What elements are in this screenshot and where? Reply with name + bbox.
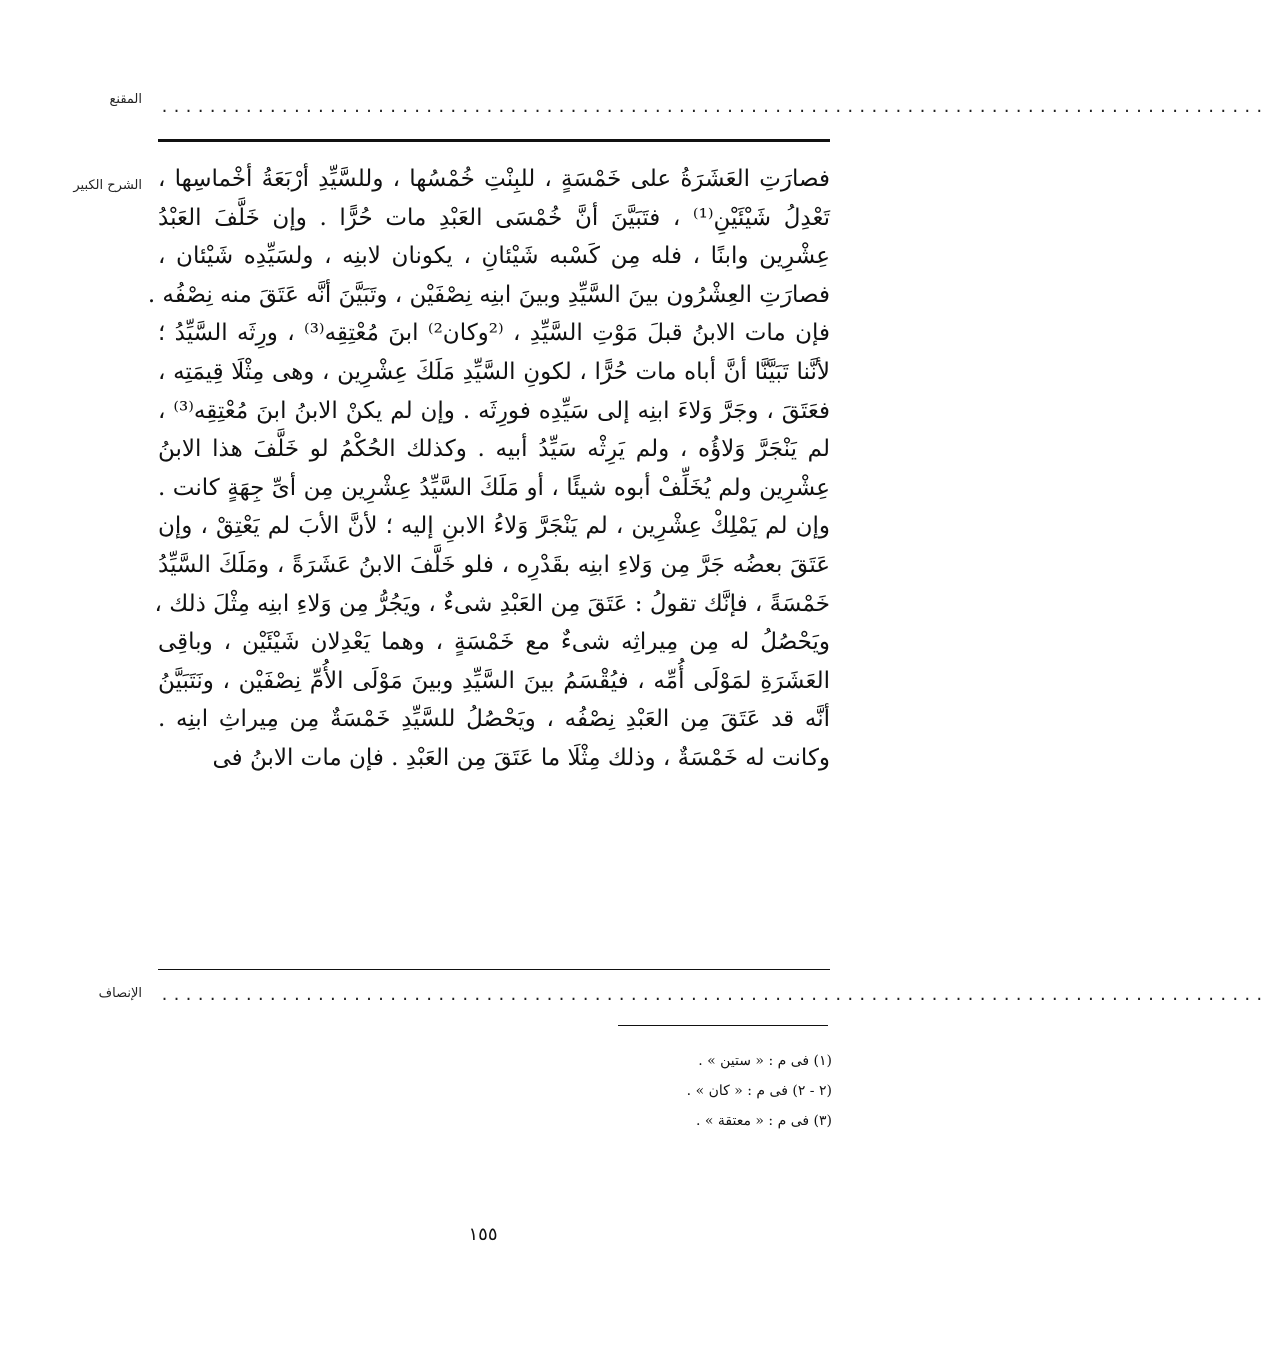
text-line-5: فإن مات الابنُ قبلَ مَوْتِ السَّيِّدِ ، ⁽²وكان²⁾ ابنَ مُعْتِقِه⁽³⁾ ، ورِثَه السَّيِّدُ ؛	[158, 320, 830, 347]
header-dotted-line: ............................................................................................	[160, 98, 1267, 116]
text-line-1: فصارَتِ العَشَرَةُ على خَمْسَةٍ ، للبِنْتِ خُمْسُها ، وللسَّيِّدِ أرْبَعَةُ أخْماسِها ،	[158, 166, 830, 192]
footnote-1: (١) فى م : « ستين » .	[698, 1053, 832, 1069]
text-line-7: فعَتَقَ ، وجَرَّ وَلاءَ ابنِه إلى سَيِّدِه فورِثَه . وإن لم يكنْ الابنُ ابنَ مُعْتِقِه⁽³⁾ ،	[158, 397, 830, 424]
text-line-16: وكانت له خَمْسَةٌ ، وذلك مِثْلَا ما عَتَقَ مِن العَبْدِ . فإن مات الابنُ فى	[212, 744, 830, 771]
insaf-dotted-line: ............................................................................................	[160, 986, 1267, 1004]
text-line-2: تَعْدِلُ شَيْئَيْنِ⁽¹⁾ ، فتَبَيَّنَ أنَّ خُمْسَى العَبْدِ مات حُرًّا . وإن خَلَّفَ العَبْدُ	[158, 204, 831, 231]
text-line-13: ويَحْصُلُ له مِن مِيراثِه شىءٌ مع خَمْسَةٍ ، وهما يَعْدِلان شَيْئَيْن ، وباقِى	[158, 629, 830, 656]
text-line-11: عَتَقَ بعضُه جَرَّ مِن وَلاءِ ابنِه بقَدْرِه ، فلو خَلَّفَ الابنُ عَشَرَةً ، ومَلَكَ السَّيِّدُ	[158, 551, 830, 578]
text-line-8: لم يَنْجَرَّ وَلاؤُه ، ولم يَرِثْه سَيِّدُ أبيه . وكذلك الحُكْمُ لو خَلَّفَ هذا الابنُ	[158, 436, 830, 463]
side-label-insaf: الإنصاف	[98, 986, 142, 1001]
text-line-10: وإن لم يَمْلِكْ عِشْرِين ، لم يَنْجَرَّ وَلاءُ الابنِ إليه ؛ لأنَّ الأبَ لم يَعْتِقْ ، وإن	[158, 513, 830, 540]
text-line-6: لأنَّنا تَبَيَّنَّا أنَّ أباه مات حُرًّا ، لكونِ السَّيِّدِ مَلَكَ عِشْرِين ، وهى مِثْلَا قِيمَتِه ،	[158, 358, 830, 385]
page-number: ١٥٥	[468, 1224, 498, 1245]
text-line-3: عِشْرِين وابنًا ، فله مِن كَسْبه شَيْئانِ ، يكونان لابنِه ، ولسَيِّدِه شَيْئان ،	[158, 243, 830, 270]
text-line-14: العَشَرَةِ لمَوْلَى أُمِّه ، فيُقْسَمُ بينَ السَّيِّدِ وبينَ مَوْلَى الأُمِّ نِصْفَيْن ، ونَتَبَيَّنُ	[158, 667, 830, 694]
header-rule	[158, 139, 830, 142]
main-text-block	[147, 160, 831, 778]
text-line-12: خَمْسَةً ، فإنَّك تقولُ : عَتَقَ مِن العَبْدِ شىءٌ ، ويَجُرُّ مِن وَلاءِ ابنِه مِثْلَ ذلك ،	[154, 590, 830, 617]
text-line-15: أنَّه قد عَتَقَ مِن العَبْدِ نِصْفُه ، ويَحْصُلُ للسَّيِّدِ خَمْسَةٌ مِن مِيراثِ ابنِه .	[158, 706, 830, 733]
footnote-separator	[618, 1025, 828, 1026]
insaf-rule	[158, 969, 830, 970]
footnote-2: (٢ - ٢) فى م : « كان » .	[686, 1083, 832, 1099]
header-book-label: المقنع	[109, 92, 142, 107]
text-line-9: عِشْرِين ولم يُخَلِّفْ أبوه شيئًا ، أو مَلَكَ السَّيِّدُ عِشْرِين مِن أىِّ جِهَةٍ كانت .	[158, 474, 830, 501]
text-line-4: فصارَتِ العِشْرُون بينَ السَّيِّدِ وبينَ ابنِه نِصْفَيْن ، وتَبَيَّنَ أنَّه عَتَقَ منه نِصْفُه .	[147, 281, 830, 308]
side-label-sharh: الشرح الكبير	[73, 178, 142, 193]
footnotes	[400, 1046, 832, 1136]
footnote-3: (٣) فى م : « معتقة » .	[695, 1113, 832, 1129]
